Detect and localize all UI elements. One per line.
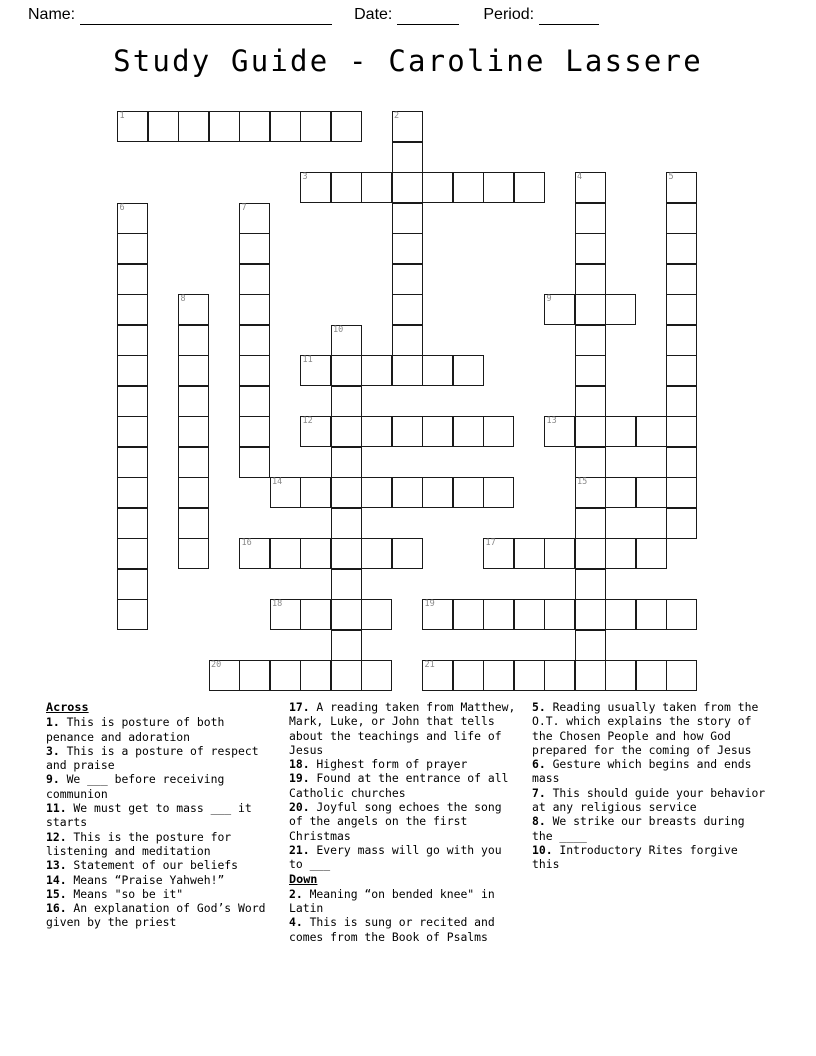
crossword-cell[interactable] bbox=[361, 599, 392, 630]
crossword-cell[interactable] bbox=[392, 233, 423, 264]
crossword-cell[interactable] bbox=[422, 477, 453, 508]
clue-number: 19. bbox=[289, 771, 310, 786]
crossword-cell[interactable] bbox=[544, 294, 575, 325]
crossword-cell[interactable] bbox=[361, 660, 392, 691]
crossword-cell[interactable] bbox=[605, 660, 636, 691]
crossword-cell[interactable] bbox=[331, 569, 362, 600]
crossword-cell[interactable] bbox=[575, 355, 606, 386]
clue-down-8 bbox=[532, 814, 766, 843]
crossword-cell[interactable] bbox=[209, 111, 240, 142]
crossword-cell[interactable] bbox=[392, 203, 423, 234]
crossword-cell[interactable] bbox=[575, 203, 606, 234]
clue-number: 11. bbox=[46, 801, 67, 816]
clue-text: Gesture which begins and ends mass bbox=[532, 757, 752, 786]
cell-number: 21 bbox=[424, 660, 435, 670]
clue-across-21 bbox=[289, 843, 522, 872]
crossword-cell[interactable] bbox=[239, 538, 270, 569]
crossword-cell[interactable] bbox=[575, 172, 606, 203]
crossword-cell[interactable] bbox=[239, 325, 270, 356]
crossword-cell[interactable] bbox=[239, 355, 270, 386]
cell-number: 16 bbox=[241, 538, 252, 548]
crossword-cell[interactable] bbox=[605, 538, 636, 569]
crossword-cell[interactable] bbox=[453, 660, 484, 691]
crossword-cell[interactable] bbox=[117, 538, 148, 569]
clue-number: 8. bbox=[532, 814, 546, 829]
cell-number: 17 bbox=[485, 538, 496, 548]
clue-text: Every mass will go with you to ___ bbox=[289, 842, 502, 872]
cell-number: 6 bbox=[119, 202, 125, 213]
crossword-cell[interactable] bbox=[666, 599, 697, 630]
cell-number: 12 bbox=[302, 416, 313, 426]
crossword-cell[interactable] bbox=[605, 477, 636, 508]
clue-number: 10. bbox=[532, 842, 553, 857]
crossword-cell[interactable] bbox=[331, 172, 362, 203]
cell-number: 11 bbox=[302, 355, 313, 365]
cell-number: 8 bbox=[180, 294, 186, 304]
crossword-cell[interactable] bbox=[300, 355, 331, 386]
crossword-cell[interactable] bbox=[331, 325, 362, 356]
clue-text: Found at the entrance of all Catholic churches bbox=[289, 771, 509, 800]
crossword-cell[interactable] bbox=[178, 538, 209, 569]
crossword-cell[interactable] bbox=[239, 203, 270, 234]
clue-text: Introductory Rites forgive this bbox=[532, 842, 738, 872]
crossword-cell[interactable] bbox=[331, 660, 362, 691]
crossword-cell[interactable] bbox=[575, 538, 606, 569]
crossword-cell[interactable] bbox=[300, 111, 331, 142]
crossword-cell[interactable] bbox=[575, 599, 606, 630]
clue-down-4 bbox=[289, 915, 522, 944]
clue-across-13 bbox=[46, 858, 279, 872]
crossword-cell[interactable] bbox=[453, 477, 484, 508]
clue-number: 20. bbox=[289, 800, 310, 815]
clue-text: Means “Praise Yahweh!” bbox=[66, 872, 225, 887]
clue-text: Reading usually taken from the O.T. which explains the story of the Chosen People and how God prepared for the coming of Jesus bbox=[532, 700, 759, 757]
crossword-cell[interactable] bbox=[117, 569, 148, 600]
crossword-cell[interactable] bbox=[331, 538, 362, 569]
crossword-cell[interactable] bbox=[178, 111, 209, 142]
down-heading: Down bbox=[289, 871, 318, 886]
crossword-cell[interactable] bbox=[361, 538, 392, 569]
crossword-cell[interactable] bbox=[575, 264, 606, 295]
crossword-cell[interactable] bbox=[209, 660, 240, 691]
crossword-cell[interactable] bbox=[117, 355, 148, 386]
crossword-cell[interactable] bbox=[117, 416, 148, 447]
crossword-cell[interactable] bbox=[514, 599, 545, 630]
clue-text: We strike our breasts during the ____ bbox=[532, 814, 745, 843]
crossword-cell[interactable] bbox=[483, 416, 514, 447]
cell-number: 10 bbox=[333, 324, 344, 335]
crossword-cell[interactable] bbox=[392, 142, 423, 173]
crossword-cell[interactable] bbox=[331, 630, 362, 661]
crossword-cell[interactable] bbox=[178, 325, 209, 356]
crossword-cell[interactable] bbox=[331, 599, 362, 630]
crossword-cell[interactable] bbox=[331, 111, 362, 142]
clue-number: 7. bbox=[532, 785, 546, 800]
crossword-cell[interactable] bbox=[148, 111, 179, 142]
period-label: Period: bbox=[483, 6, 535, 23]
clue-across-14 bbox=[46, 873, 279, 887]
clue-text: This is sung or recited and comes from the Book of Psalms bbox=[289, 915, 495, 944]
clue-number: 18. bbox=[289, 757, 310, 772]
cell-number: 14 bbox=[272, 477, 283, 487]
crossword-cell[interactable] bbox=[575, 447, 606, 478]
clue-text: An explanation of God’s Word given by the priest bbox=[46, 901, 266, 930]
crossword-cell[interactable] bbox=[239, 660, 270, 691]
clues-column-3 bbox=[532, 700, 776, 970]
clue-down-10 bbox=[532, 843, 766, 872]
page-title: Study Guide - Caroline Lassere bbox=[113, 44, 703, 78]
clue-number: 6. bbox=[532, 757, 546, 772]
crossword-cell[interactable] bbox=[392, 294, 423, 325]
clue-text: A reading taken from Matthew, Mark, Luke, or John that tells about the teachings and life of Jesus bbox=[289, 700, 516, 757]
crossword-cell[interactable] bbox=[331, 447, 362, 478]
crossword-cell[interactable] bbox=[270, 538, 301, 569]
cell-number: 3 bbox=[302, 172, 308, 182]
crossword-cell[interactable] bbox=[117, 386, 148, 417]
crossword-cell[interactable] bbox=[605, 294, 636, 325]
clue-down-2 bbox=[289, 887, 522, 916]
crossword-cell[interactable] bbox=[178, 355, 209, 386]
crossword-cell[interactable] bbox=[117, 203, 148, 234]
crossword-cell[interactable] bbox=[666, 264, 697, 295]
clue-text: This is a posture of respect and praise bbox=[46, 743, 259, 773]
crossword-cell[interactable] bbox=[544, 660, 575, 691]
clues-column-2 bbox=[289, 700, 532, 970]
crossword-cell[interactable] bbox=[178, 477, 209, 508]
clue-number: 12. bbox=[46, 829, 67, 844]
cell-number: 2 bbox=[394, 111, 400, 121]
crossword-cell[interactable] bbox=[300, 660, 331, 691]
crossword-cell[interactable] bbox=[422, 172, 453, 203]
crossword-cell[interactable] bbox=[636, 477, 667, 508]
clue-across-11 bbox=[46, 801, 279, 830]
crossword-cell[interactable] bbox=[300, 172, 331, 203]
cell-number: 13 bbox=[546, 416, 557, 426]
cell-number: 20 bbox=[211, 660, 222, 670]
crossword-cell[interactable] bbox=[392, 416, 423, 447]
crossword-cell[interactable] bbox=[392, 111, 423, 142]
clue-across-9 bbox=[46, 772, 279, 801]
clue-across-20 bbox=[289, 800, 522, 843]
cell-number: 7 bbox=[241, 202, 247, 213]
cell-number: 19 bbox=[424, 599, 435, 609]
crossword-cell[interactable] bbox=[270, 111, 301, 142]
crossword-cell[interactable] bbox=[666, 416, 697, 447]
crossword-cell[interactable] bbox=[544, 538, 575, 569]
crossword-cell[interactable] bbox=[331, 355, 362, 386]
crossword-cell[interactable] bbox=[636, 599, 667, 630]
crossword-cell[interactable] bbox=[453, 599, 484, 630]
clue-text: This should guide your behavior at any religious service bbox=[532, 785, 766, 815]
crossword-cell[interactable] bbox=[666, 325, 697, 356]
crossword-cell[interactable] bbox=[544, 599, 575, 630]
crossword-cell[interactable] bbox=[117, 233, 148, 264]
crossword-cell[interactable] bbox=[575, 508, 606, 539]
crossword-cell[interactable] bbox=[666, 203, 697, 234]
crossword-cell[interactable] bbox=[422, 660, 453, 691]
crossword-cell[interactable] bbox=[483, 538, 514, 569]
crossword-cell[interactable] bbox=[575, 660, 606, 691]
clue-text: Joyful song echoes the song of the angels on the first Christmas bbox=[289, 800, 502, 843]
clue-number: 21. bbox=[289, 842, 310, 857]
crossword-cell[interactable] bbox=[514, 172, 545, 203]
clue-across-16 bbox=[46, 901, 279, 930]
crossword-cell[interactable] bbox=[575, 416, 606, 447]
date-label: Date: bbox=[354, 6, 393, 23]
clue-number: 17. bbox=[289, 700, 310, 714]
crossword-cell[interactable] bbox=[392, 264, 423, 295]
clue-across-15 bbox=[46, 887, 279, 901]
cell-number: 4 bbox=[577, 172, 583, 182]
clue-across-12 bbox=[46, 830, 279, 859]
crossword-cell[interactable] bbox=[239, 416, 270, 447]
across-heading: Across bbox=[46, 700, 89, 714]
crossword-cell[interactable] bbox=[270, 477, 301, 508]
crossword-cell[interactable] bbox=[483, 172, 514, 203]
clue-across-17 bbox=[289, 700, 522, 757]
cell-number: 1 bbox=[119, 111, 125, 121]
crossword-cell[interactable] bbox=[453, 416, 484, 447]
clue-text: Statement of our beliefs bbox=[66, 858, 239, 873]
crossword-cell[interactable] bbox=[117, 264, 148, 295]
crossword-cell[interactable] bbox=[178, 386, 209, 417]
crossword-cell[interactable] bbox=[239, 264, 270, 295]
crossword-cell[interactable] bbox=[575, 325, 606, 356]
clue-number: 14. bbox=[46, 872, 67, 887]
crossword-cell[interactable] bbox=[544, 416, 575, 447]
clue-text: Highest form of prayer bbox=[309, 757, 468, 772]
crossword-cell[interactable] bbox=[666, 660, 697, 691]
crossword-cell[interactable] bbox=[361, 477, 392, 508]
crossword-cell[interactable] bbox=[666, 172, 697, 203]
clue-text: Means "so be it" bbox=[66, 886, 184, 901]
crossword-cell[interactable] bbox=[422, 416, 453, 447]
crossword-cell[interactable] bbox=[666, 386, 697, 417]
crossword-cell[interactable] bbox=[178, 416, 209, 447]
crossword-cell[interactable] bbox=[636, 416, 667, 447]
crossword-cell[interactable] bbox=[270, 660, 301, 691]
crossword-cell[interactable] bbox=[331, 416, 362, 447]
clue-down-7 bbox=[532, 786, 766, 815]
crossword-cell[interactable] bbox=[361, 172, 392, 203]
crossword-cell[interactable] bbox=[331, 477, 362, 508]
crossword-cell[interactable] bbox=[239, 447, 270, 478]
crossword-cell[interactable] bbox=[117, 447, 148, 478]
crossword-cell[interactable] bbox=[117, 508, 148, 539]
crossword-cell[interactable] bbox=[300, 538, 331, 569]
clue-number: 15. bbox=[46, 886, 67, 901]
crossword-cell[interactable] bbox=[331, 508, 362, 539]
crossword-cell[interactable] bbox=[666, 477, 697, 508]
crossword-cell[interactable] bbox=[300, 477, 331, 508]
crossword-cell[interactable] bbox=[666, 355, 697, 386]
crossword-cell[interactable] bbox=[300, 599, 331, 630]
clue-number: 9. bbox=[46, 772, 60, 787]
crossword-cell[interactable] bbox=[605, 599, 636, 630]
cell-number: 5 bbox=[668, 172, 674, 182]
crossword-cell[interactable] bbox=[392, 355, 423, 386]
clue-across-3 bbox=[46, 744, 279, 773]
crossword-cell[interactable] bbox=[239, 294, 270, 325]
crossword-cell[interactable] bbox=[514, 538, 545, 569]
crossword-cell[interactable] bbox=[239, 386, 270, 417]
clue-down-5 bbox=[532, 700, 766, 757]
crossword-cell[interactable] bbox=[270, 599, 301, 630]
crossword-cell[interactable] bbox=[117, 477, 148, 508]
crossword-cell[interactable] bbox=[117, 294, 148, 325]
crossword-cell[interactable] bbox=[300, 416, 331, 447]
crossword-cell[interactable] bbox=[331, 386, 362, 417]
crossword-cell[interactable] bbox=[666, 294, 697, 325]
crossword-cell[interactable] bbox=[575, 569, 606, 600]
clue-text: We must get to mass ___ it starts bbox=[46, 801, 252, 830]
crossword-cell[interactable] bbox=[514, 660, 545, 691]
crossword-cell[interactable] bbox=[392, 172, 423, 203]
crossword-cell[interactable] bbox=[666, 447, 697, 478]
crossword-cell[interactable] bbox=[483, 660, 514, 691]
clue-across-18 bbox=[289, 757, 522, 771]
crossword-cell[interactable] bbox=[178, 508, 209, 539]
clue-text: We ___ before receiving communion bbox=[46, 772, 225, 801]
crossword-cell[interactable] bbox=[422, 599, 453, 630]
clue-text: This is the posture for listening and meditation bbox=[46, 829, 232, 858]
crossword-cell[interactable] bbox=[575, 477, 606, 508]
clue-number: 16. bbox=[46, 901, 67, 916]
crossword-cell[interactable] bbox=[178, 294, 209, 325]
cell-number: 9 bbox=[546, 294, 552, 304]
clue-number: 4. bbox=[289, 915, 303, 930]
crossword-cell[interactable] bbox=[392, 477, 423, 508]
clue-number: 3. bbox=[46, 743, 60, 758]
crossword-cell[interactable] bbox=[239, 111, 270, 142]
clue-across-19 bbox=[289, 771, 522, 800]
cell-number: 18 bbox=[272, 599, 283, 609]
crossword-cell[interactable] bbox=[117, 111, 148, 142]
crossword-cell[interactable] bbox=[636, 538, 667, 569]
crossword-cell[interactable] bbox=[361, 416, 392, 447]
crossword-cell[interactable] bbox=[666, 233, 697, 264]
name-label: Name: bbox=[28, 6, 76, 23]
clue-number: 5. bbox=[532, 700, 546, 714]
clue-number: 1. bbox=[46, 715, 60, 730]
clue-across-1 bbox=[46, 715, 279, 744]
crossword-cell[interactable] bbox=[575, 294, 606, 325]
crossword-cell[interactable] bbox=[575, 630, 606, 661]
crossword-cell[interactable] bbox=[361, 355, 392, 386]
clue-text: Meaning “on bended knee" in Latin bbox=[289, 886, 495, 916]
crossword-cell[interactable] bbox=[483, 477, 514, 508]
crossword-cell[interactable] bbox=[392, 538, 423, 569]
crossword-cell[interactable] bbox=[239, 233, 270, 264]
crossword-cell[interactable] bbox=[117, 599, 148, 630]
crossword-cell[interactable] bbox=[117, 325, 148, 356]
crossword-cell[interactable] bbox=[483, 599, 514, 630]
crossword-cell[interactable] bbox=[422, 355, 453, 386]
clue-number: 2. bbox=[289, 886, 303, 901]
clue-number: 13. bbox=[46, 858, 67, 873]
crossword-cell[interactable] bbox=[575, 233, 606, 264]
crossword-cell[interactable] bbox=[453, 172, 484, 203]
crossword-cell[interactable] bbox=[392, 325, 423, 356]
clue-down-6 bbox=[532, 757, 766, 786]
clue-text: This is posture of both penance and adoration bbox=[46, 715, 225, 744]
cell-number: 15 bbox=[577, 477, 588, 487]
crossword-cell[interactable] bbox=[666, 508, 697, 539]
crossword-cell[interactable] bbox=[636, 660, 667, 691]
crossword-cell[interactable] bbox=[575, 386, 606, 417]
crossword-cell[interactable] bbox=[453, 355, 484, 386]
crossword-cell[interactable] bbox=[605, 416, 636, 447]
clues-column-1 bbox=[46, 700, 289, 970]
crossword-cell[interactable] bbox=[178, 447, 209, 478]
clues-section bbox=[46, 700, 776, 970]
